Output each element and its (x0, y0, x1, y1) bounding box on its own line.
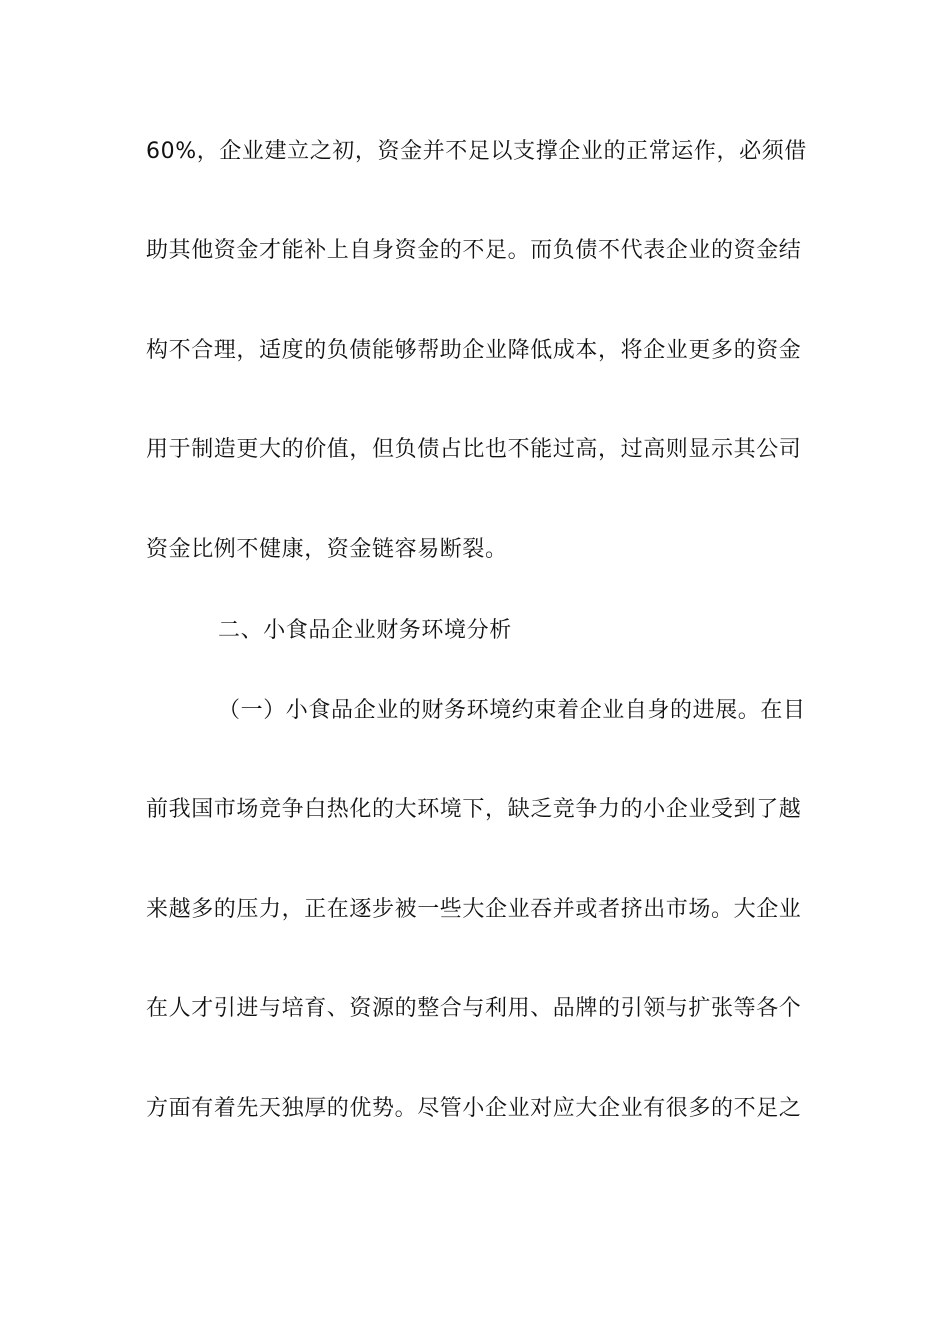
paragraph-line: 在人才引进与培育、资源的整合与利用、品牌的引领与扩张等各个 (146, 996, 802, 1021)
paragraph-line: （一）小食品企业的财务环境约束着企业自身的进展。在目 (218, 698, 806, 723)
paragraph-line: 方面有着先天独厚的优势。尽管小企业对应大企业有很多的不足之 (146, 1096, 802, 1121)
paragraph-line: 60%，企业建立之初，资金并不足以支撑企业的正常运作，必须借 (146, 139, 807, 164)
section-heading: 二、小食品企业财务环境分析 (218, 618, 512, 643)
paragraph-line: 助其他资金才能补上自身资金的不足。而负债不代表企业的资金结 (146, 238, 802, 263)
paragraph-line: 来越多的压力，正在逐步被一些大企业吞并或者挤出市场。大企业 (146, 897, 802, 922)
paragraph-line: 资金比例不健康，资金链容易断裂。 (146, 537, 508, 562)
paragraph-line: 构不合理，适度的负债能够帮助企业降低成本，将企业更多的资金 (146, 338, 802, 363)
paragraph-line: 前我国市场竞争白热化的大环境下，缺乏竞争力的小企业受到了越 (146, 797, 802, 822)
paragraph-line: 用于制造更大的价值，但负债占比也不能过高，过高则显示其公司 (146, 437, 802, 462)
